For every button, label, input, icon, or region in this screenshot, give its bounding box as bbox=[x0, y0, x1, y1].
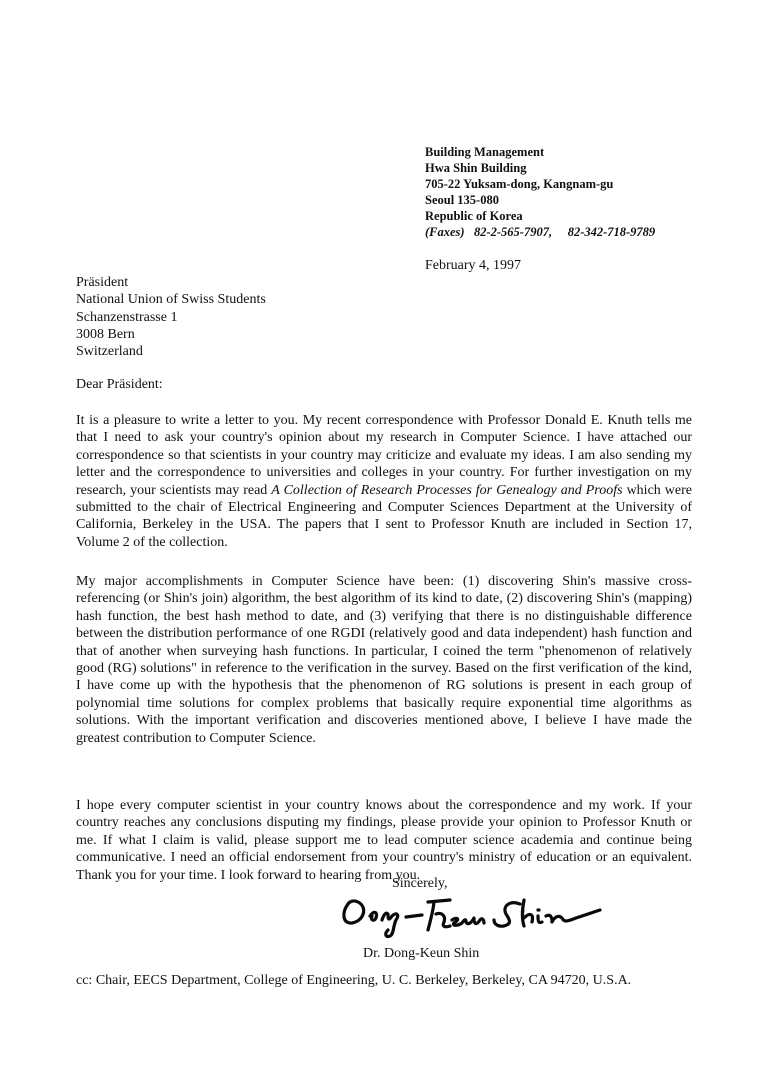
closing: Sincerely, bbox=[392, 876, 448, 891]
salutation: Dear Präsident: bbox=[76, 377, 163, 392]
fax-numbers: 82-2-565-7907, 82-342-718-9789 bbox=[473, 225, 656, 239]
letter-date: February 4, 1997 bbox=[425, 258, 522, 273]
handwritten-signature bbox=[338, 890, 628, 940]
sender-line: Hwa Shin Building bbox=[425, 161, 527, 175]
paragraph-text: It is a pleasure to write a letter to you. My recent correspondence with Professor Donald E. Knuth tells me that I need to ask your country's opinion about my research in Computer Science. I have attached our correspondence so that scientists in your country may criticize and evaluate my ideas. I am also sending my letter and the correspondence to universities and colleges in your country. For further investigation on my research, your scientists may read bbox=[76, 413, 692, 498]
fax-label: (Faxes) bbox=[425, 225, 465, 239]
body-paragraph-3: I hope every computer scientist in your country knows about the correspondence and my work. If your country reaches any conclusions disputing my findings, please provide your opinion to Professor Knuth or me. If what I claim is valid, please support me to lead computer science academia and continue being communicative. I need an official endorsement from your country's ministry of education or an equivalent. Thank you for your time. I look forward to hearing from you. bbox=[76, 798, 692, 883]
sender-address-block bbox=[425, 144, 655, 240]
signer-name: Dr. Dong-Keun Shin bbox=[363, 946, 480, 961]
sender-line: 705-22 Yuksam-dong, Kangnam-gu bbox=[425, 177, 614, 191]
body-paragraph-1 bbox=[76, 412, 692, 551]
recipient-line: Schanzenstrasse 1 bbox=[76, 309, 178, 325]
cc-line: cc: Chair, EECS Department, College of Engineering, U. C. Berkeley, Berkeley, CA 94720, U.S.A. bbox=[76, 973, 632, 988]
recipient-address-block bbox=[76, 274, 266, 360]
body-paragraph-2: My major accomplishments in Computer Science have been: (1) discovering Shin's massive cross-referencing (or Shin's join) algorithm, the best algorithm of its kind to date, (2) discovering Shin's (mapping) hash function, the best hash method to date, and (3) verifying that there is no distinguishable difference between the distribution performance of one RGDI (relatively good and data independent) hash function and that of another when surveying hash functions. In particular, I coined the term "phenomenon of relatively good (RG) solutions" in reference to the verification in the survey. Based on the first verification of the kind, I have come up with the hypothesis that the phenomenon of RG solutions is present in each group of polynomial time solutions for complex problems that basically require exponential time algorithms as solutions. With the important verification and discoveries mentioned above, I believe I have made the greatest contribution to Computer Science. bbox=[76, 574, 692, 746]
sender-fax-line bbox=[425, 224, 655, 240]
recipient-line: Präsident bbox=[76, 275, 129, 290]
sender-line: Seoul 135-080 bbox=[425, 193, 499, 207]
recipient-line: Switzerland bbox=[76, 344, 143, 360]
paragraph-text: which were submitted to the chair of Electrical Engineering and Computer Sciences Department at the University of California, Berkeley in the USA. The papers that I sent to Professor Knuth are included in Section 17, Volume 2 of the collection. bbox=[76, 482, 692, 550]
collection-title: A Collection of Research Processes for Genealogy and Proofs bbox=[271, 482, 623, 498]
recipient-line: 3008 Bern bbox=[76, 326, 135, 342]
recipient-line: National Union of Swiss Students bbox=[76, 292, 266, 308]
sender-line: Republic of Korea bbox=[425, 209, 523, 223]
sender-line: Building Management bbox=[425, 145, 545, 159]
